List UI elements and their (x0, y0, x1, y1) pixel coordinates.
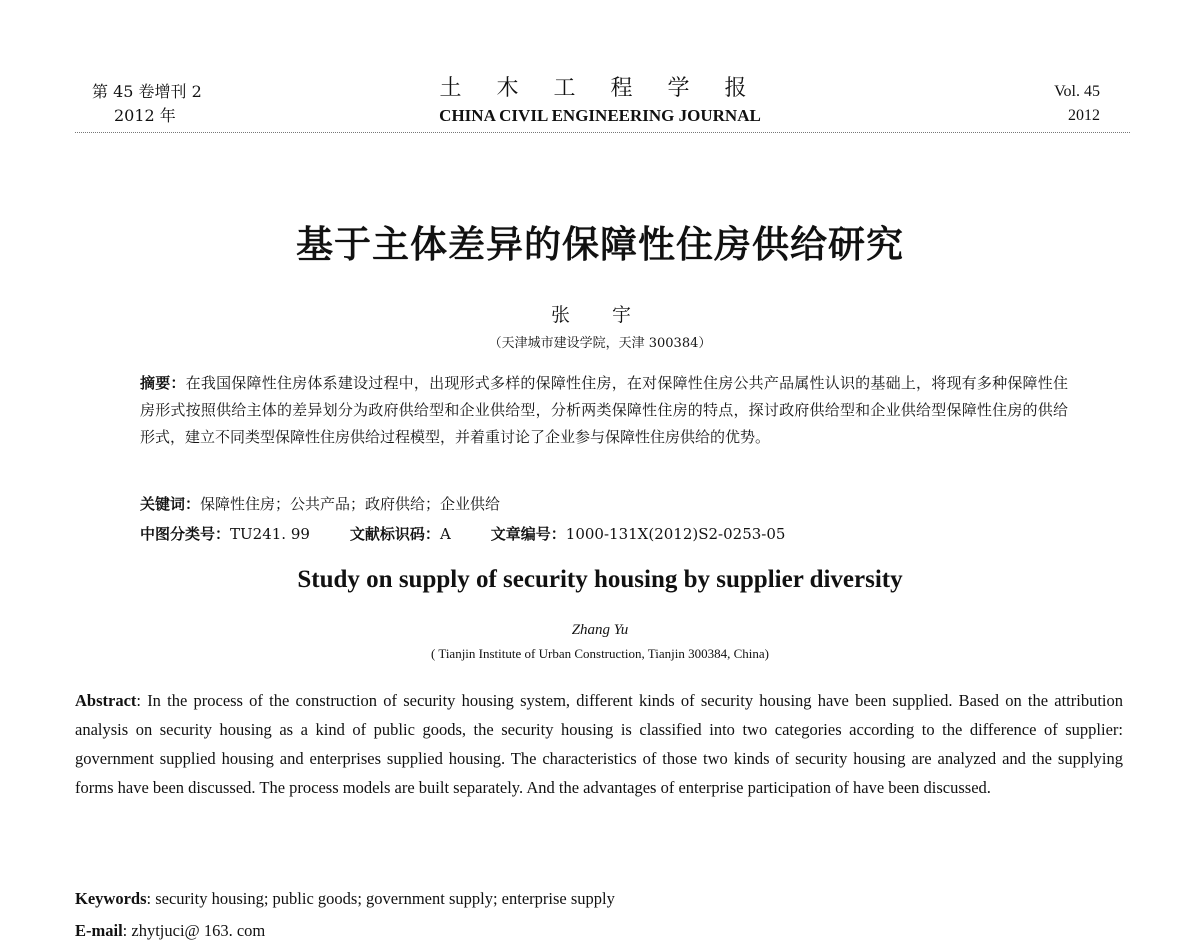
keywords-text-en: : security housing; public goods; government supply; enterprise supply (146, 889, 615, 908)
journal-masthead (0, 74, 1200, 128)
keywords-label-cn: 关键词： (140, 495, 201, 513)
journal-issue-info-en (1054, 80, 1100, 128)
doc-code-label: 文献标识码： (349, 525, 440, 543)
article-no-label: 文章编号： (490, 525, 566, 543)
email-line (75, 918, 265, 944)
article-no-value: 1000-131X(2012)S2-0253-05 (565, 525, 786, 543)
email-address[interactable]: : zhytjuci@ 163. com (122, 921, 266, 940)
volume-cn: 第 45 卷增刊 2 (92, 82, 202, 101)
paper-title-en: Study on supply of security housing by supplier diversity (297, 566, 903, 593)
header-divider (75, 132, 1130, 133)
abstract-cn (140, 370, 1068, 451)
abstract-text-en: : In the process of the construction of security housing system, different kinds of security housing have been supplied. Based on the attribution analysis on security housing as a kind of public goods, the security housing is classified into two categories according to the difference of supplier: government supplied housing and enterprises supplied housing. The characteristics of those two kinds of security housing are analyzed and the supplying forms have been discussed. The process models are built separately. And the advantages of enterprise participation of have been discussed. (75, 691, 1123, 797)
journal-name-en: CHINA CIVIL ENGINEERING JOURNAL (439, 106, 761, 125)
paper-title-cn: 基于主体差异的保障性住房供给研究 (296, 223, 904, 266)
keywords-label-en: Keywords (75, 889, 147, 908)
abstract-label-en: Abstract (75, 691, 137, 710)
abstract-label-cn: 摘要： (140, 374, 186, 392)
author-cn: 张 宇 (550, 304, 650, 326)
abstract-en (75, 686, 1123, 802)
keywords-cn (140, 492, 500, 516)
doc-code-value: A (439, 525, 451, 543)
email-label: E-mail (75, 921, 123, 940)
keywords-text-cn: 保障性住房；公共产品；政府供给；企业供给 (200, 495, 501, 513)
year-cn: 2012 年 (114, 106, 176, 125)
affiliation-en: ( Tianjin Institute of Urban Construction, Tianjin 300384, China) (430, 646, 769, 661)
journal-name-cn: 土 木 工 程 学 报 (439, 76, 761, 101)
keywords-en (75, 886, 615, 912)
classification-line (140, 522, 785, 546)
volume-en: Vol. 45 (1054, 83, 1100, 100)
clc-value: TU241. 99 (230, 525, 310, 543)
clc-label: 中图分类号： (140, 525, 231, 543)
abstract-text-cn: 在我国保障性住房体系建设过程中，出现形式多样的保障性住房，在对保障性住房公共产品属性认识的基础上，将现有多种保障性住房形式按照供给主体的差异划分为政府供给型和企业供给型，分析两类保障性住房的特点，探讨政府供给型和企业供给型保障性住房的供给形式，建立不同类型保障性住房供给过程模型，并着重讨论了企业参与保障性住房供给的优势。 (140, 374, 1068, 446)
affiliation-cn: （天津城市建设学院，天津 300384） (488, 336, 712, 351)
year-en: 2012 (1068, 107, 1100, 124)
author-en: Zhang Yu (571, 622, 629, 638)
